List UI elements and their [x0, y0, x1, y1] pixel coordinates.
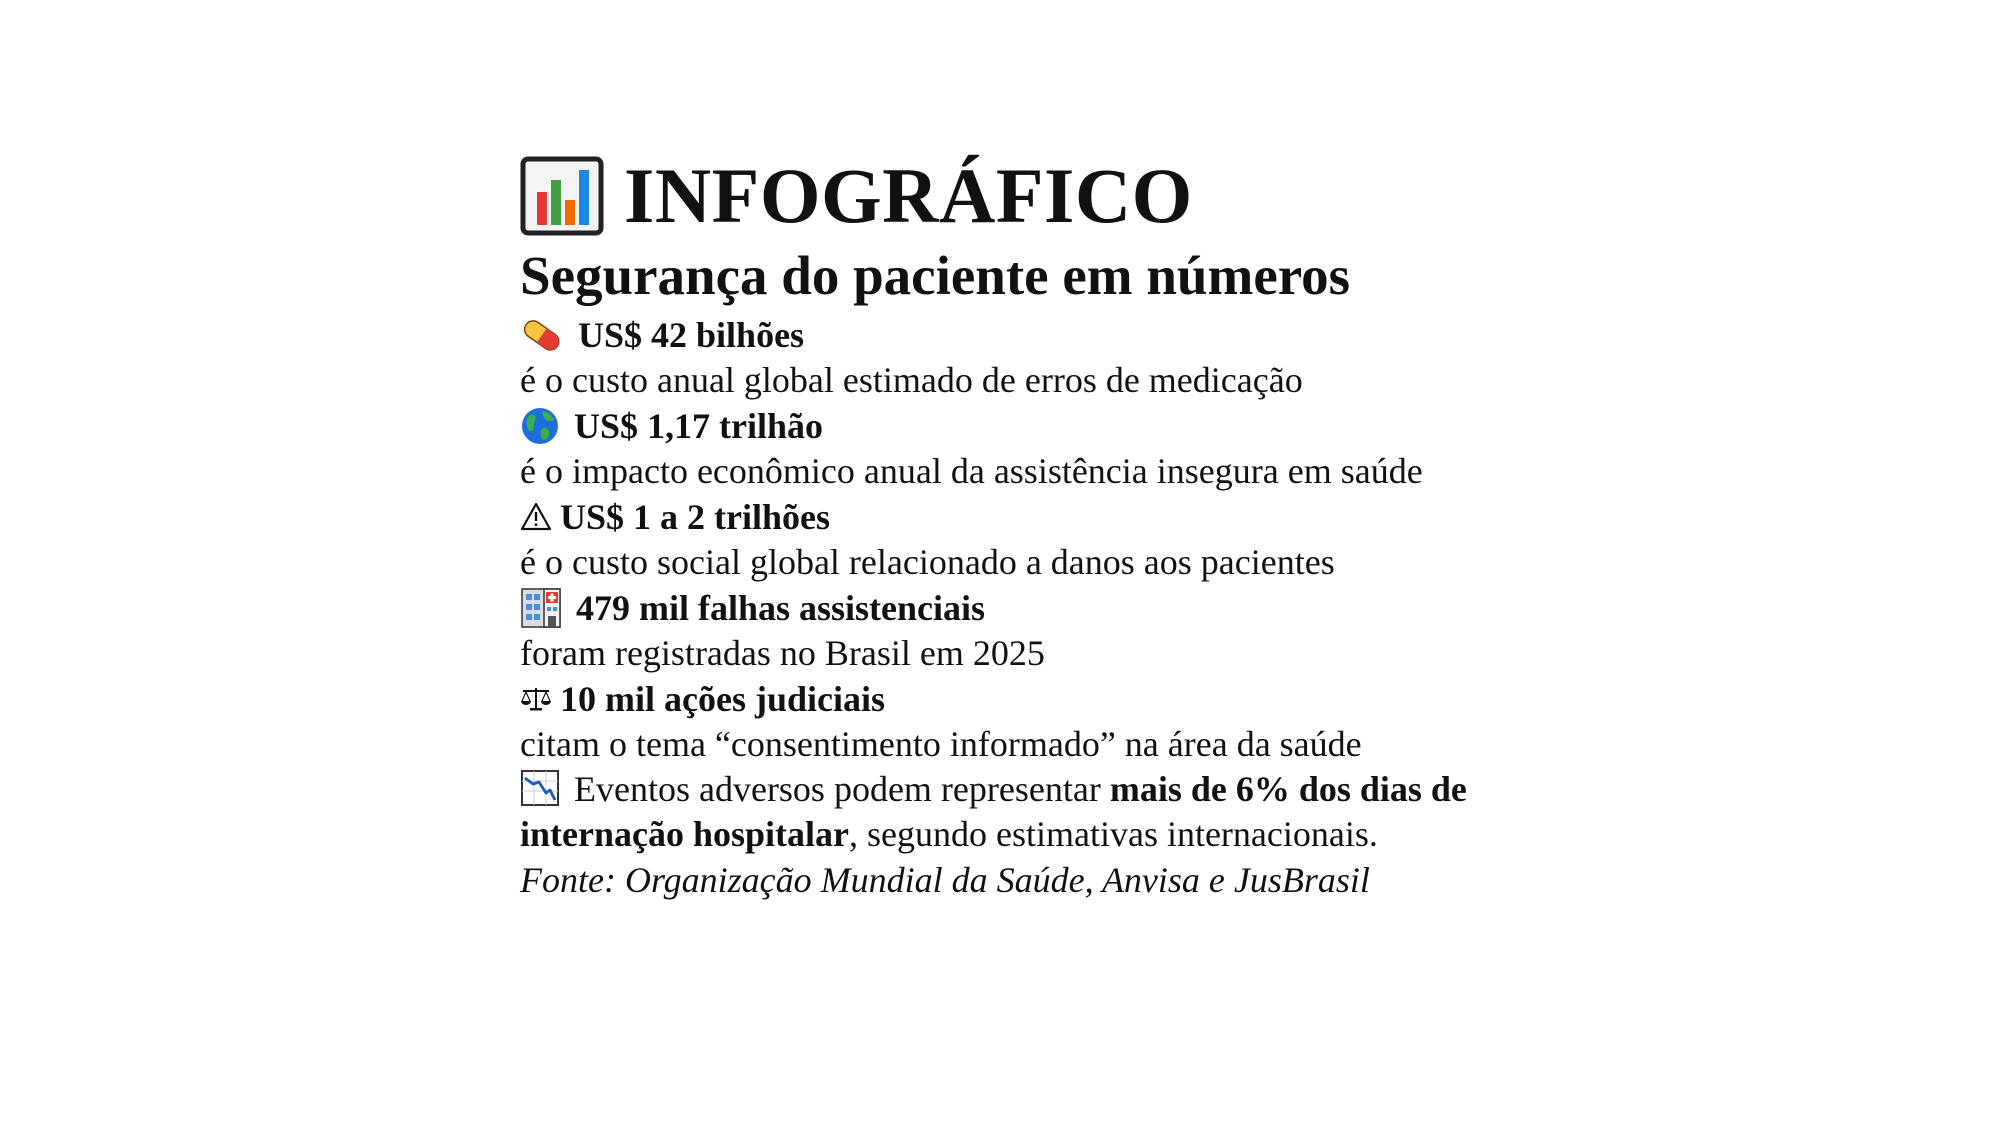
stat-value: US$ 1,17 trilhão [574, 406, 824, 446]
hospital-icon [520, 587, 562, 629]
stat-headline [520, 585, 1520, 631]
page-title: INFOGRÁFICO [624, 152, 1193, 239]
warning-icon [520, 502, 552, 532]
stat-headline [520, 676, 1520, 722]
page-subtitle: Segurança do paciente em números [520, 245, 1351, 306]
stat-headline [520, 494, 1520, 540]
stat-description: é o custo social global relacionado a danos aos pacientes [520, 542, 1335, 582]
stat-description: é o custo anual global estimado de erros de medicação [520, 360, 1303, 400]
stat-headline [520, 403, 1520, 449]
pill-icon [520, 315, 564, 355]
chart-decreasing-icon [520, 769, 560, 807]
stat-headline [520, 312, 1520, 358]
stat-value: 479 mil falhas assistenciais [576, 588, 986, 628]
title-row [520, 150, 1520, 242]
closing-paragraph [520, 767, 1520, 857]
stat-value: 10 mil ações judiciais [560, 679, 885, 719]
globe-icon [520, 406, 560, 446]
stat-description: foram registradas no Brasil em 2025 [520, 633, 1045, 673]
infographic [520, 150, 1520, 903]
bar-chart-icon [520, 156, 604, 236]
scales-icon [520, 686, 552, 712]
stat-value: US$ 1 a 2 trilhões [560, 497, 830, 537]
stat-value: US$ 42 bilhões [578, 315, 805, 355]
closing-text-end: , segundo estimativas internacionais. [849, 814, 1378, 854]
closing-highlight: mais de 6% dos dias de internação hospitalar [520, 769, 1467, 854]
stat-description: é o impacto econômico anual da assistência insegura em saúde [520, 451, 1423, 491]
stat-description: citam o tema “consentimento informado” na área da saúde [520, 724, 1362, 764]
source-citation: Fonte: Organização Mundial da Saúde, Anvisa e JusBrasil [520, 860, 1370, 900]
closing-text: Eventos adversos podem representar [574, 769, 1110, 809]
